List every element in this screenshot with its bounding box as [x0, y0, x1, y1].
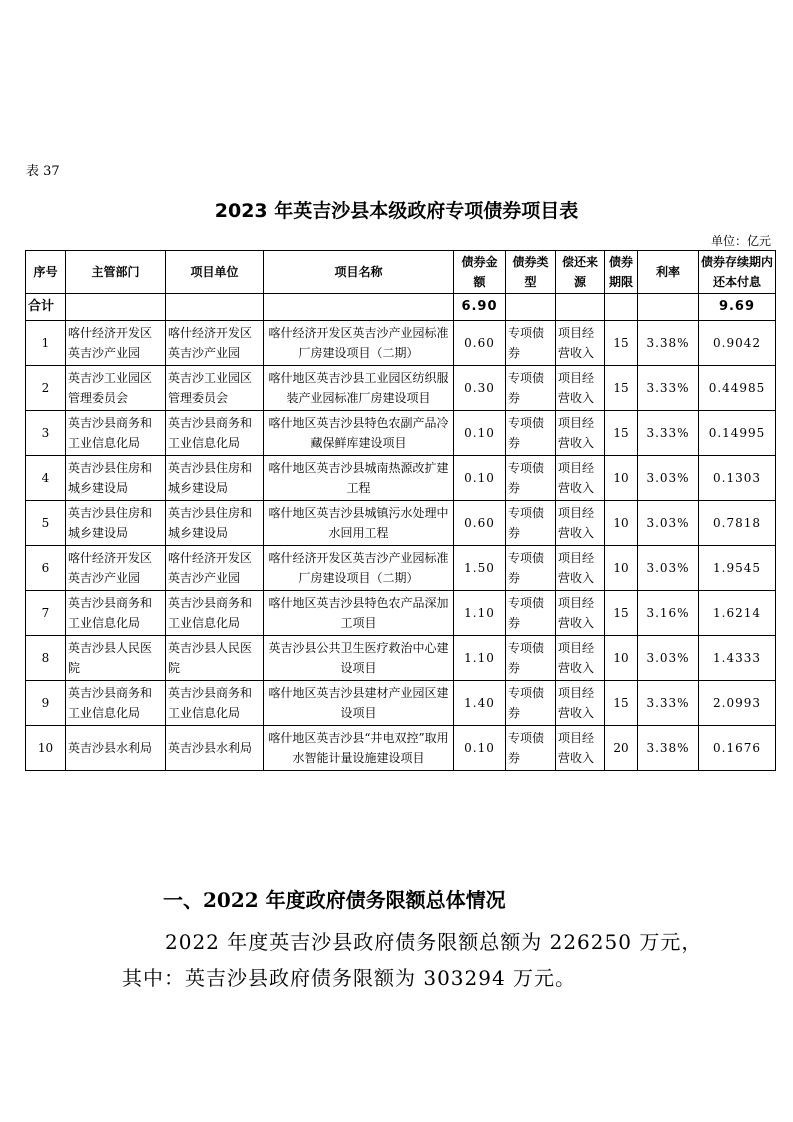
table-row: [26, 411, 776, 456]
cell-project: 喀什地区英吉沙县工业园区纺织服装产业园标准厂房建设项目: [264, 366, 454, 411]
cell-amount: 0.60: [454, 321, 506, 366]
table-row: [26, 366, 776, 411]
special-bond-table: [25, 250, 776, 771]
cell-seq: 8: [26, 636, 66, 681]
cell-type: 专项债券: [506, 411, 556, 456]
cell-term: 10: [605, 456, 638, 501]
cell-unit: 英吉沙县住房和城乡建设局: [166, 456, 264, 501]
header-rate: 利率: [638, 251, 699, 294]
cell-seq: 5: [26, 501, 66, 546]
cell-rate: 3.33%: [638, 366, 699, 411]
cell-project: 喀什地区英吉沙县“井电双控”取用水智能计量设施建设项目: [264, 726, 454, 771]
total-row: [26, 294, 776, 321]
cell-project: 喀什地区英吉沙县建材产业园区建设项目: [264, 681, 454, 726]
cell-rate: 3.38%: [638, 726, 699, 771]
cell-amount: 0.60: [454, 501, 506, 546]
cell-dept: 喀什经济开发区英吉沙产业园: [66, 321, 166, 366]
cell-type: 专项债券: [506, 591, 556, 636]
cell-seq: 3: [26, 411, 66, 456]
table-row: [26, 681, 776, 726]
cell-dept: 英吉沙工业园区管理委员会: [66, 366, 166, 411]
cell-term: 15: [605, 681, 638, 726]
header-repay: 偿还来源: [556, 251, 605, 294]
table-title: 2023 年英吉沙县本级政府专项债券项目表: [214, 200, 579, 222]
cell-repay: 项目经营收入: [556, 681, 605, 726]
cell-unit: 英吉沙工业园区管理委员会: [166, 366, 264, 411]
cell-rate: 3.33%: [638, 411, 699, 456]
table-row: [26, 726, 776, 771]
cell-term: 15: [605, 321, 638, 366]
cell-amount: 0.30: [454, 366, 506, 411]
cell-interest: 1.4333: [699, 636, 776, 681]
cell-seq: 9: [26, 681, 66, 726]
cell-dept: 喀什经济开发区英吉沙产业园: [66, 546, 166, 591]
cell-interest: 0.1676: [699, 726, 776, 771]
total-empty-cell: [506, 294, 556, 321]
cell-rate: 3.03%: [638, 546, 699, 591]
cell-rate: 3.03%: [638, 501, 699, 546]
cell-seq: 4: [26, 456, 66, 501]
table-row: [26, 321, 776, 366]
total-empty-cell: [638, 294, 699, 321]
table-row: [26, 546, 776, 591]
header-interest: 债券存续期内还本付息: [699, 251, 776, 294]
header-unit: 项目单位: [166, 251, 264, 294]
cell-type: 专项债券: [506, 501, 556, 546]
cell-unit: 英吉沙县商务和工业信息化局: [166, 681, 264, 726]
cell-dept: 英吉沙县住房和城乡建设局: [66, 501, 166, 546]
cell-project: 喀什经济开发区英吉沙产业园标准厂房建设项目（二期）: [264, 546, 454, 591]
cell-rate: 3.03%: [638, 456, 699, 501]
cell-seq: 6: [26, 546, 66, 591]
table-row: [26, 501, 776, 546]
section-heading: 一、2022 年度政府债务限额总体情况: [163, 888, 506, 912]
cell-amount: 0.10: [454, 411, 506, 456]
cell-type: 专项债券: [506, 456, 556, 501]
total-empty-cell: [66, 294, 166, 321]
cell-interest: 0.1303: [699, 456, 776, 501]
total-label: 合计: [26, 294, 66, 321]
total-empty-cell: [166, 294, 264, 321]
total-empty-cell: [264, 294, 454, 321]
cell-project: 喀什地区英吉沙县城南热源改扩建工程: [264, 456, 454, 501]
cell-unit: 喀什经济开发区英吉沙产业园: [166, 321, 264, 366]
cell-project: 喀什地区英吉沙县特色农副产品冷藏保鲜库建设项目: [264, 411, 454, 456]
cell-project: 喀什经济开发区英吉沙产业园标准厂房建设项目（二期）: [264, 321, 454, 366]
table-row: [26, 591, 776, 636]
cell-interest: 1.9545: [699, 546, 776, 591]
cell-amount: 1.10: [454, 636, 506, 681]
cell-term: 15: [605, 591, 638, 636]
header-amount: 债券金额: [454, 251, 506, 294]
table-row: [26, 456, 776, 501]
cell-project: 英吉沙县公共卫生医疗救治中心建设项目: [264, 636, 454, 681]
cell-project: 喀什地区英吉沙县城镇污水处理中水回用工程: [264, 501, 454, 546]
cell-unit: 英吉沙县水利局: [166, 726, 264, 771]
cell-term: 10: [605, 501, 638, 546]
cell-term: 10: [605, 546, 638, 591]
paragraph-line-2: 其中：英吉沙县政府债务限额为 303294 万元。: [122, 966, 577, 990]
cell-interest: 1.6214: [699, 591, 776, 636]
cell-amount: 1.10: [454, 591, 506, 636]
table-number-label: 表 37: [26, 164, 60, 179]
table-row: [26, 636, 776, 681]
cell-amount: 1.40: [454, 681, 506, 726]
cell-seq: 1: [26, 321, 66, 366]
cell-type: 专项债券: [506, 366, 556, 411]
cell-interest: 0.14995: [699, 411, 776, 456]
cell-term: 10: [605, 636, 638, 681]
total-amount: 6.90: [454, 294, 506, 321]
cell-rate: 3.33%: [638, 681, 699, 726]
cell-interest: 0.9042: [699, 321, 776, 366]
header-dept: 主管部门: [66, 251, 166, 294]
cell-repay: 项目经营收入: [556, 546, 605, 591]
cell-term: 20: [605, 726, 638, 771]
total-interest: 9.69: [699, 294, 776, 321]
header-term: 债券期限: [605, 251, 638, 294]
total-empty-cell: [605, 294, 638, 321]
unit-label: 单位：亿元: [710, 234, 771, 248]
total-empty-cell: [556, 294, 605, 321]
cell-rate: 3.03%: [638, 636, 699, 681]
cell-unit: 英吉沙县人民医院: [166, 636, 264, 681]
cell-seq: 10: [26, 726, 66, 771]
cell-dept: 英吉沙县商务和工业信息化局: [66, 411, 166, 456]
cell-type: 专项债券: [506, 321, 556, 366]
cell-dept: 英吉沙县商务和工业信息化局: [66, 681, 166, 726]
cell-term: 15: [605, 411, 638, 456]
cell-repay: 项目经营收入: [556, 591, 605, 636]
cell-unit: 喀什经济开发区英吉沙产业园: [166, 546, 264, 591]
cell-repay: 项目经营收入: [556, 411, 605, 456]
header-row: [26, 251, 776, 294]
header-project: 项目名称: [264, 251, 454, 294]
cell-seq: 2: [26, 366, 66, 411]
cell-repay: 项目经营收入: [556, 726, 605, 771]
cell-dept: 英吉沙县商务和工业信息化局: [66, 591, 166, 636]
cell-repay: 项目经营收入: [556, 456, 605, 501]
cell-term: 15: [605, 366, 638, 411]
cell-seq: 7: [26, 591, 66, 636]
cell-type: 专项债券: [506, 726, 556, 771]
cell-repay: 项目经营收入: [556, 321, 605, 366]
cell-dept: 英吉沙县住房和城乡建设局: [66, 456, 166, 501]
cell-amount: 0.10: [454, 456, 506, 501]
paragraph-line-1: 2022 年度英吉沙县政府债务限额总额为 226250 万元，: [165, 930, 703, 954]
cell-interest: 0.7818: [699, 501, 776, 546]
cell-dept: 英吉沙县水利局: [66, 726, 166, 771]
cell-type: 专项债券: [506, 681, 556, 726]
cell-project: 喀什地区英吉沙县特色农产品深加工项目: [264, 591, 454, 636]
cell-type: 专项债券: [506, 636, 556, 681]
cell-interest: 0.44985: [699, 366, 776, 411]
cell-type: 专项债券: [506, 546, 556, 591]
cell-repay: 项目经营收入: [556, 501, 605, 546]
cell-amount: 0.10: [454, 726, 506, 771]
cell-unit: 英吉沙县商务和工业信息化局: [166, 591, 264, 636]
cell-unit: 英吉沙县住房和城乡建设局: [166, 501, 264, 546]
cell-unit: 英吉沙县商务和工业信息化局: [166, 411, 264, 456]
cell-repay: 项目经营收入: [556, 366, 605, 411]
cell-rate: 3.16%: [638, 591, 699, 636]
header-type: 债券类型: [506, 251, 556, 294]
cell-interest: 2.0993: [699, 681, 776, 726]
cell-amount: 1.50: [454, 546, 506, 591]
cell-rate: 3.38%: [638, 321, 699, 366]
cell-dept: 英吉沙县人民医院: [66, 636, 166, 681]
cell-repay: 项目经营收入: [556, 636, 605, 681]
header-seq: 序号: [26, 251, 66, 294]
